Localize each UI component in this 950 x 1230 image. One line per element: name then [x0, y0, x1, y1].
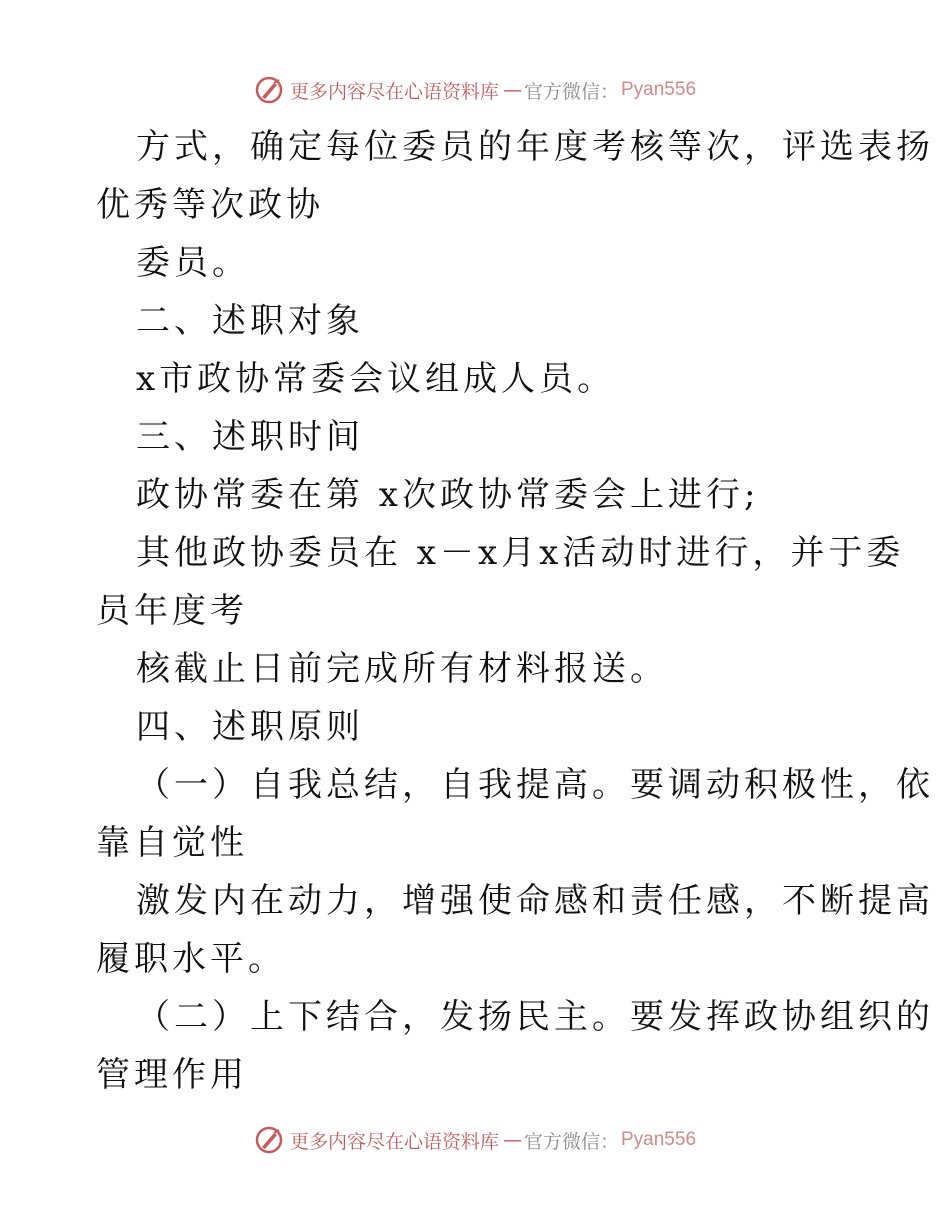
footer-contact-id: Pyan556	[621, 1129, 697, 1150]
paragraph-line: 委员。	[136, 243, 250, 283]
paragraph-line: 管理作用	[96, 1055, 248, 1095]
document-body	[96, 118, 934, 1104]
paragraph-line: （一）自我总结，自我提高。要调动积极性，依	[136, 765, 934, 805]
footer-contact-label: 官方微信：	[523, 1130, 619, 1153]
paragraph-line: 员年度考	[96, 591, 248, 631]
section-heading: 四、述职原则	[136, 707, 364, 747]
header-banner	[0, 72, 950, 108]
footer-banner	[0, 1122, 950, 1158]
paragraph-line: （二）上下结合，发扬民主。要发挥政协组织的	[136, 997, 934, 1037]
paragraph-line: 优秀等次政协	[96, 185, 324, 225]
header-contact-label: 官方微信：	[523, 80, 619, 103]
section-heading: 二、述职对象	[136, 301, 364, 341]
paragraph-line: 靠自觉性	[96, 823, 248, 863]
quill-logo-icon	[254, 75, 284, 105]
paragraph-line: 核截止日前完成所有材料报送。	[136, 649, 668, 689]
paragraph-line: 履职水平。	[96, 939, 286, 979]
footer-promo-text: 更多内容尽在心语资料库	[289, 1130, 499, 1153]
paragraph-line: x市政协常委会议组成人员。	[136, 359, 616, 399]
paragraph-line: 其他政协委员在 x－x月x活动时进行，并于委	[136, 533, 905, 573]
paragraph-line: 激发内在动力，增强使命感和责任感，不断提高	[136, 881, 934, 921]
paragraph-line: 政协常委在第 x次政协常委会上进行;	[136, 475, 760, 515]
header-contact-id: Pyan556	[621, 79, 697, 100]
header-separator: —	[502, 79, 520, 101]
paragraph-line: 方式，确定每位委员的年度考核等次，评选表扬	[136, 127, 934, 167]
footer-separator: —	[502, 1129, 520, 1151]
quill-logo-icon	[254, 1125, 284, 1155]
section-heading: 三、述职时间	[136, 417, 364, 457]
header-promo-text: 更多内容尽在心语资料库	[289, 80, 499, 103]
